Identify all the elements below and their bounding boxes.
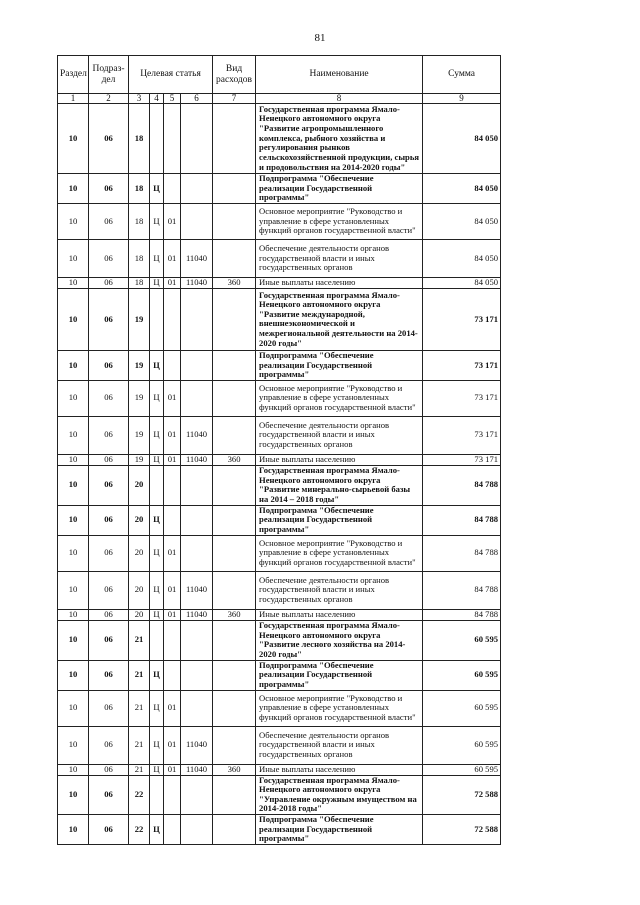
table-row (58, 239, 501, 277)
cell-direction (181, 104, 213, 174)
cell-podrazdel: 06 (89, 660, 129, 690)
cell-event: 01 (164, 609, 181, 620)
cell-razdel: 10 (58, 815, 89, 845)
cell-program: 21 (129, 690, 150, 726)
cell-vid (213, 203, 256, 239)
table-row (58, 660, 501, 690)
cell-sum: 84 788 (423, 465, 501, 505)
cell-direction (181, 505, 213, 535)
cell-podrazdel: 06 (89, 380, 129, 416)
cell-podrazdel: 06 (89, 350, 129, 380)
cell-program: 22 (129, 815, 150, 845)
cell-sum: 84 050 (423, 239, 501, 277)
cell-event (164, 815, 181, 845)
col-number: 5 (164, 94, 181, 104)
cell-sum: 60 595 (423, 690, 501, 726)
cell-event (164, 288, 181, 350)
cell-razdel: 10 (58, 535, 89, 571)
table-row (58, 277, 501, 288)
cell-sum: 73 171 (423, 454, 501, 465)
cell-vid (213, 239, 256, 277)
cell-program: 18 (129, 203, 150, 239)
cell-razdel: 10 (58, 104, 89, 174)
cell-direction (181, 660, 213, 690)
cell-name: Иные выплаты населению (256, 764, 423, 775)
cell-direction (181, 775, 213, 815)
cell-subprogram: Ц (150, 609, 164, 620)
cell-name: Основное мероприятие "Руководство и управление в сфере установленных функций органов государственной власти" (256, 203, 423, 239)
cell-name: Государственная программа Ямало-Ненецкого автономного округа "Управление окружным имуществом на 2014-2018 годы" (256, 775, 423, 815)
cell-subprogram: Ц (150, 726, 164, 764)
table-row (58, 764, 501, 775)
cell-razdel: 10 (58, 571, 89, 609)
cell-razdel: 10 (58, 660, 89, 690)
cell-event: 01 (164, 380, 181, 416)
cell-subprogram: Ц (150, 350, 164, 380)
cell-sum: 73 171 (423, 350, 501, 380)
cell-razdel: 10 (58, 764, 89, 775)
table-row (58, 620, 501, 660)
cell-vid (213, 465, 256, 505)
cell-direction: 11040 (181, 277, 213, 288)
cell-sum: 72 588 (423, 815, 501, 845)
cell-vid (213, 726, 256, 764)
table-row (58, 454, 501, 465)
cell-podrazdel: 06 (89, 454, 129, 465)
cell-podrazdel: 06 (89, 815, 129, 845)
cell-program: 22 (129, 775, 150, 815)
cell-sum: 60 595 (423, 620, 501, 660)
cell-podrazdel: 06 (89, 239, 129, 277)
cell-sum: 84 050 (423, 203, 501, 239)
cell-sum: 84 050 (423, 104, 501, 174)
table-row (58, 416, 501, 454)
cell-name: Обеспечение деятельности органов государственной власти и иных государственных органов (256, 239, 423, 277)
cell-direction: 11040 (181, 239, 213, 277)
cell-razdel: 10 (58, 277, 89, 288)
cell-name: Государственная программа Ямало-Ненецкого автономного округа "Развитие минерально-сырьевой базы на 2014 – 2018 годы" (256, 465, 423, 505)
cell-razdel: 10 (58, 174, 89, 204)
cell-program: 20 (129, 609, 150, 620)
cell-direction (181, 535, 213, 571)
cell-event: 01 (164, 239, 181, 277)
table-row (58, 350, 501, 380)
cell-vid: 360 (213, 454, 256, 465)
cell-subprogram (150, 620, 164, 660)
cell-sum: 73 171 (423, 416, 501, 454)
cell-program: 21 (129, 764, 150, 775)
cell-podrazdel: 06 (89, 288, 129, 350)
cell-podrazdel: 06 (89, 174, 129, 204)
cell-vid: 360 (213, 764, 256, 775)
cell-name: Государственная программа Ямало-Ненецкого автономного округа "Развитие международной, внешнеэкономической и межрегиональной деятельности на 2014-2020 годы" (256, 288, 423, 350)
cell-vid: 360 (213, 277, 256, 288)
cell-program: 21 (129, 660, 150, 690)
cell-sum: 60 595 (423, 726, 501, 764)
cell-razdel: 10 (58, 505, 89, 535)
cell-podrazdel: 06 (89, 465, 129, 505)
cell-event (164, 465, 181, 505)
cell-name: Обеспечение деятельности органов государственной власти и иных государственных органов (256, 726, 423, 764)
cell-direction: 11040 (181, 609, 213, 620)
cell-sum: 84 788 (423, 609, 501, 620)
cell-event (164, 620, 181, 660)
table-row (58, 775, 501, 815)
cell-vid (213, 380, 256, 416)
cell-razdel: 10 (58, 454, 89, 465)
cell-direction (181, 620, 213, 660)
col-number: 8 (256, 94, 423, 104)
cell-subprogram: Ц (150, 416, 164, 454)
cell-program: 20 (129, 505, 150, 535)
cell-direction: 11040 (181, 416, 213, 454)
cell-sum: 73 171 (423, 288, 501, 350)
cell-direction (181, 380, 213, 416)
cell-sum: 84 788 (423, 535, 501, 571)
header-row (58, 56, 501, 94)
table-row (58, 174, 501, 204)
cell-podrazdel: 06 (89, 416, 129, 454)
table-row (58, 535, 501, 571)
cell-podrazdel: 06 (89, 726, 129, 764)
cell-subprogram: Ц (150, 815, 164, 845)
cell-program: 18 (129, 277, 150, 288)
cell-vid (213, 775, 256, 815)
cell-subprogram (150, 104, 164, 174)
table-body (58, 104, 501, 845)
column-number-row (58, 94, 501, 104)
cell-name: Основное мероприятие "Руководство и управление в сфере установленных функций органов государственной власти" (256, 380, 423, 416)
table-row (58, 815, 501, 845)
cell-program: 21 (129, 620, 150, 660)
cell-razdel: 10 (58, 726, 89, 764)
cell-name: Государственная программа Ямало-Ненецкого автономного округа "Развитие агропромышленного комплекса, рыбного хозяйства и регулирования рынков сельскохозяйственной продукции, сырья и продовольствия на 2014-2020 годы" (256, 104, 423, 174)
cell-razdel: 10 (58, 609, 89, 620)
table-row (58, 609, 501, 620)
cell-vid (213, 416, 256, 454)
cell-podrazdel: 06 (89, 620, 129, 660)
cell-podrazdel: 06 (89, 571, 129, 609)
cell-subprogram: Ц (150, 454, 164, 465)
cell-subprogram: Ц (150, 660, 164, 690)
cell-subprogram: Ц (150, 535, 164, 571)
cell-direction: 11040 (181, 571, 213, 609)
cell-subprogram: Ц (150, 277, 164, 288)
cell-subprogram (150, 288, 164, 350)
cell-subprogram: Ц (150, 380, 164, 416)
cell-vid: 360 (213, 609, 256, 620)
table-row (58, 505, 501, 535)
cell-razdel: 10 (58, 239, 89, 277)
cell-event: 01 (164, 203, 181, 239)
cell-subprogram: Ц (150, 505, 164, 535)
cell-sum: 60 595 (423, 764, 501, 775)
cell-subprogram: Ц (150, 571, 164, 609)
cell-podrazdel: 06 (89, 277, 129, 288)
cell-event: 01 (164, 454, 181, 465)
cell-event: 01 (164, 571, 181, 609)
cell-vid (213, 505, 256, 535)
cell-vid (213, 815, 256, 845)
cell-name: Основное мероприятие "Руководство и управление в сфере установленных функций органов государственной власти" (256, 690, 423, 726)
cell-name: Государственная программа Ямало-Ненецкого автономного округа "Развитие лесного хозяйства на 2014-2020 годы" (256, 620, 423, 660)
cell-podrazdel: 06 (89, 505, 129, 535)
cell-program: 20 (129, 465, 150, 505)
table-row (58, 571, 501, 609)
cell-razdel: 10 (58, 288, 89, 350)
cell-podrazdel: 06 (89, 609, 129, 620)
cell-name: Подпрограмма "Обеспечение реализации Государственной программы" (256, 350, 423, 380)
cell-event: 01 (164, 277, 181, 288)
cell-event (164, 775, 181, 815)
cell-program: 21 (129, 726, 150, 764)
header-sum: Сумма (423, 56, 501, 94)
cell-razdel: 10 (58, 380, 89, 416)
cell-razdel: 10 (58, 690, 89, 726)
cell-sum: 84 050 (423, 277, 501, 288)
cell-event (164, 174, 181, 204)
cell-vid (213, 288, 256, 350)
cell-podrazdel: 06 (89, 203, 129, 239)
cell-sum: 72 588 (423, 775, 501, 815)
cell-name: Обеспечение деятельности органов государственной власти и иных государственных органов (256, 571, 423, 609)
cell-program: 19 (129, 416, 150, 454)
cell-program: 18 (129, 239, 150, 277)
table-row (58, 288, 501, 350)
header-celevaya: Целевая статья (129, 56, 213, 94)
cell-direction (181, 690, 213, 726)
cell-podrazdel: 06 (89, 764, 129, 775)
cell-sum: 84 050 (423, 174, 501, 204)
cell-event: 01 (164, 416, 181, 454)
col-number: 7 (213, 94, 256, 104)
cell-program: 19 (129, 454, 150, 465)
cell-subprogram: Ц (150, 239, 164, 277)
cell-sum: 60 595 (423, 660, 501, 690)
cell-vid (213, 620, 256, 660)
cell-event (164, 505, 181, 535)
cell-vid (213, 660, 256, 690)
cell-subprogram: Ц (150, 174, 164, 204)
cell-sum: 73 171 (423, 380, 501, 416)
cell-program: 20 (129, 535, 150, 571)
cell-subprogram: Ц (150, 764, 164, 775)
col-number: 1 (58, 94, 89, 104)
cell-razdel: 10 (58, 620, 89, 660)
header-vid: Вид расходов (213, 56, 256, 94)
cell-name: Иные выплаты населению (256, 277, 423, 288)
cell-subprogram: Ц (150, 690, 164, 726)
cell-podrazdel: 06 (89, 690, 129, 726)
cell-event: 01 (164, 535, 181, 571)
cell-name: Основное мероприятие "Руководство и управление в сфере установленных функций органов государственной власти" (256, 535, 423, 571)
cell-vid (213, 690, 256, 726)
cell-vid (213, 350, 256, 380)
col-number: 3 (129, 94, 150, 104)
header-name: Наименование (256, 56, 423, 94)
cell-direction (181, 288, 213, 350)
cell-vid (213, 104, 256, 174)
cell-name: Иные выплаты населению (256, 454, 423, 465)
cell-direction: 11040 (181, 454, 213, 465)
cell-direction (181, 465, 213, 505)
cell-direction (181, 350, 213, 380)
cell-event (164, 660, 181, 690)
header-podrazdel: Подраз-дел (89, 56, 129, 94)
cell-program: 20 (129, 571, 150, 609)
cell-vid (213, 174, 256, 204)
cell-program: 18 (129, 174, 150, 204)
cell-name: Подпрограмма "Обеспечение реализации Государственной программы" (256, 660, 423, 690)
cell-name: Подпрограмма "Обеспечение реализации Государственной программы" (256, 505, 423, 535)
table-row (58, 203, 501, 239)
cell-event (164, 104, 181, 174)
cell-direction: 11040 (181, 726, 213, 764)
cell-name: Подпрограмма "Обеспечение реализации Государственной программы" (256, 174, 423, 204)
cell-program: 19 (129, 350, 150, 380)
header-razdel: Раздел (58, 56, 89, 94)
table-row (58, 380, 501, 416)
cell-podrazdel: 06 (89, 535, 129, 571)
cell-direction: 11040 (181, 764, 213, 775)
cell-sum: 84 788 (423, 505, 501, 535)
cell-name: Подпрограмма "Обеспечение реализации Государственной программы" (256, 815, 423, 845)
cell-event: 01 (164, 726, 181, 764)
table-row (58, 465, 501, 505)
cell-podrazdel: 06 (89, 104, 129, 174)
cell-vid (213, 571, 256, 609)
cell-event: 01 (164, 764, 181, 775)
table-row (58, 104, 501, 174)
cell-vid (213, 535, 256, 571)
cell-direction (181, 174, 213, 204)
cell-program: 19 (129, 380, 150, 416)
cell-subprogram (150, 775, 164, 815)
cell-razdel: 10 (58, 416, 89, 454)
cell-event (164, 350, 181, 380)
col-number: 6 (181, 94, 213, 104)
cell-razdel: 10 (58, 465, 89, 505)
col-number: 2 (89, 94, 129, 104)
budget-table (57, 55, 501, 845)
page-number: 81 (314, 32, 326, 44)
cell-direction (181, 815, 213, 845)
cell-podrazdel: 06 (89, 775, 129, 815)
cell-program: 19 (129, 288, 150, 350)
cell-sum: 84 788 (423, 571, 501, 609)
col-number: 9 (423, 94, 501, 104)
cell-program: 18 (129, 104, 150, 174)
cell-razdel: 10 (58, 203, 89, 239)
table-row (58, 690, 501, 726)
cell-subprogram (150, 465, 164, 505)
cell-direction (181, 203, 213, 239)
cell-razdel: 10 (58, 775, 89, 815)
table-row (58, 726, 501, 764)
cell-name: Обеспечение деятельности органов государственной власти и иных государственных органов (256, 416, 423, 454)
cell-razdel: 10 (58, 350, 89, 380)
col-number: 4 (150, 94, 164, 104)
cell-event: 01 (164, 690, 181, 726)
cell-subprogram: Ц (150, 203, 164, 239)
cell-name: Иные выплаты населению (256, 609, 423, 620)
